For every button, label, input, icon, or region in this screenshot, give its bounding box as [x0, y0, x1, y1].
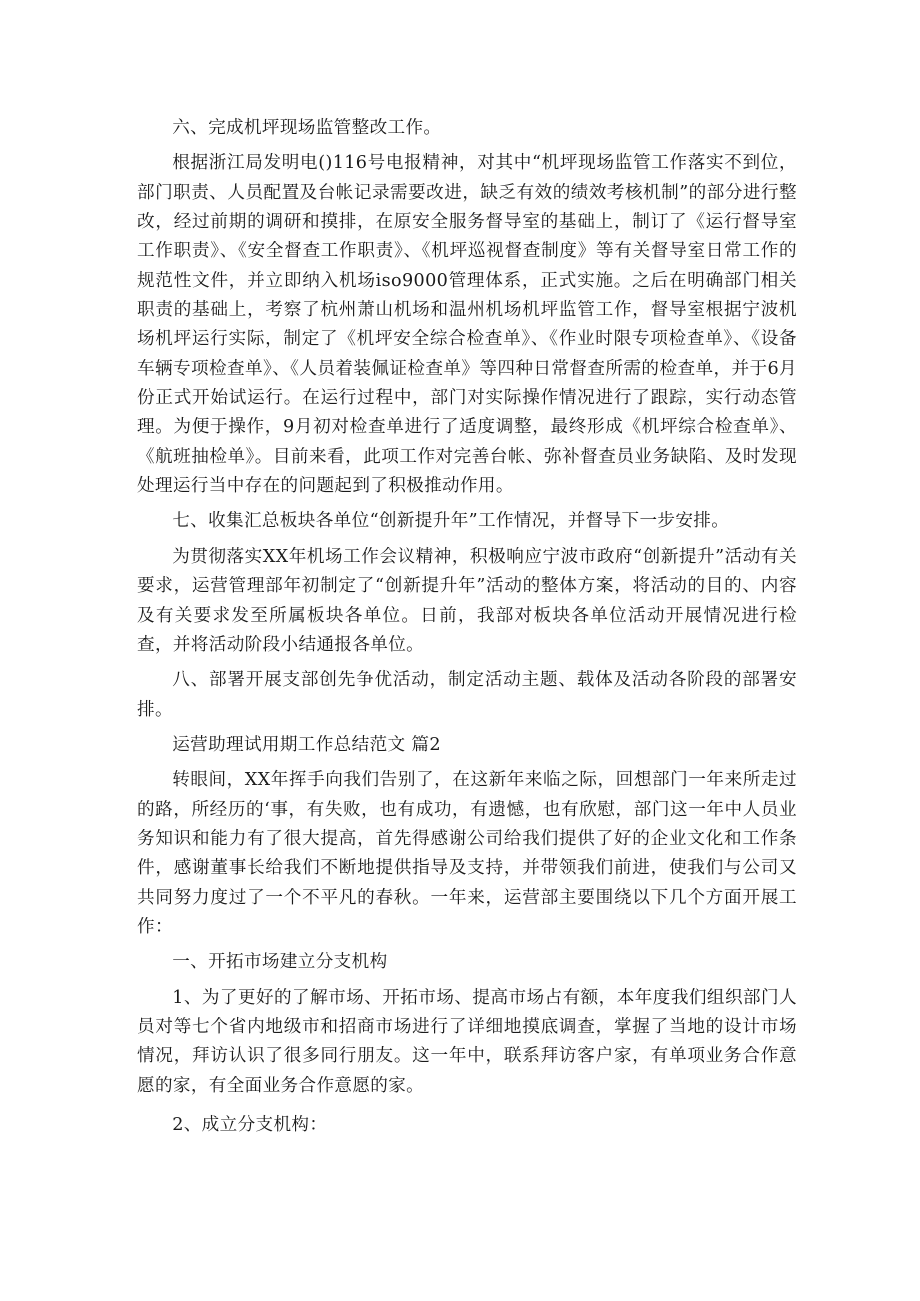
- body-paragraph: 为贯彻落实XX年机场工作会议精神，积极响应宁波市政府“创新提升”活动有关要求，运营管理部年初制定了“创新提升年”活动的整体方案，将活动的目的、内容及有关要求发至所属板块各单位。日前，我部对板块各单位活动开展情况进行检查，并将活动阶段小结通报各单位。: [137, 546, 797, 655]
- article-title: 运营助理试用期工作总结范文 篇2: [172, 734, 441, 755]
- body-paragraph: 1、为了更好的了解市场、开拓市场、提高市场占有额，本年度我们组织部门人员对等七个省内地级市和招商市场进行了详细地摸底调查，掌握了当地的设计市场情况，拜访认识了很多同行朋友。这一年中，联系拜访客户家，有单项业务合作意愿的家，有全面业务合作意愿的家。: [137, 987, 797, 1096]
- section-heading-8: 八、部署开展支部创先争优活动，制定活动主题、载体及活动各阶段的部署安排。: [137, 670, 797, 720]
- section-heading-1: 一、开拓市场建立分支机构: [172, 952, 388, 973]
- body-paragraph: 转眼间，XX年挥手向我们告别了，在这新年来临之际，回想部门一年来所走过的路，所经历的‘事，有失败，也有成功，有遗憾，也有欣慰，部门这一年中人员业务知识和能力有了很大提高，首先得感谢公司给我们提供了好的企业文化和工作条件，感谢董事长给我们不断地提供指导及支持，并带领我们前进，使我们与公司又共同努力度过了一个不平凡的春秋。一年来，运营部主要围绕以下几个方面开展工作：: [137, 770, 797, 937]
- section-heading-7: 七、收集汇总板块各单位“创新提升年”工作情况，并督导下一步安排。: [172, 511, 730, 532]
- subsection-heading: 2、成立分支机构：: [172, 1115, 328, 1135]
- document-body: [137, 114, 797, 1140]
- body-paragraph: 根据浙江局发明电()116号电报精神，对其中“机坪现场监管工作落实不到位，部门职责、人员配置及台帐记录需要改进，缺乏有效的绩效考核机制”的部分进行整改，经过前期的调研和摸排，在原安全服务督导室的基础上，制订了《运行督导室工作职责》、《安全督查工作职责》、《机坪巡视督查制度》等有关督导室日常工作的规范性文件，并立即纳入机场iso9000管理体系，正式实施。之后在明确部门相关职责的基础上，考察了杭州萧山机场和温州机场机坪监管工作，督导室根据宁波机场机坪运行实际，制定了《机坪安全综合检查单》、《作业时限专项检查单》、《设备车辆专项检查单》、《人员着装佩证检查单》等四种日常督查所需的检查单，并于6月份正式开始试运行。在运行过程中，部门对实际操作情况进行了跟踪，实行动态管理。为便于操作，9月初对检查单进行了适度调整，最终形成《机坪综合检查单》、《航班抽检单》。目前来看，此项工作对完善台帐、弥补督查员业务缺陷、及时发现处理运行当中存在的问题起到了积极推动作用。: [137, 153, 797, 497]
- section-heading-6: 六、完成机坪现场监管整改工作。: [172, 118, 442, 138]
